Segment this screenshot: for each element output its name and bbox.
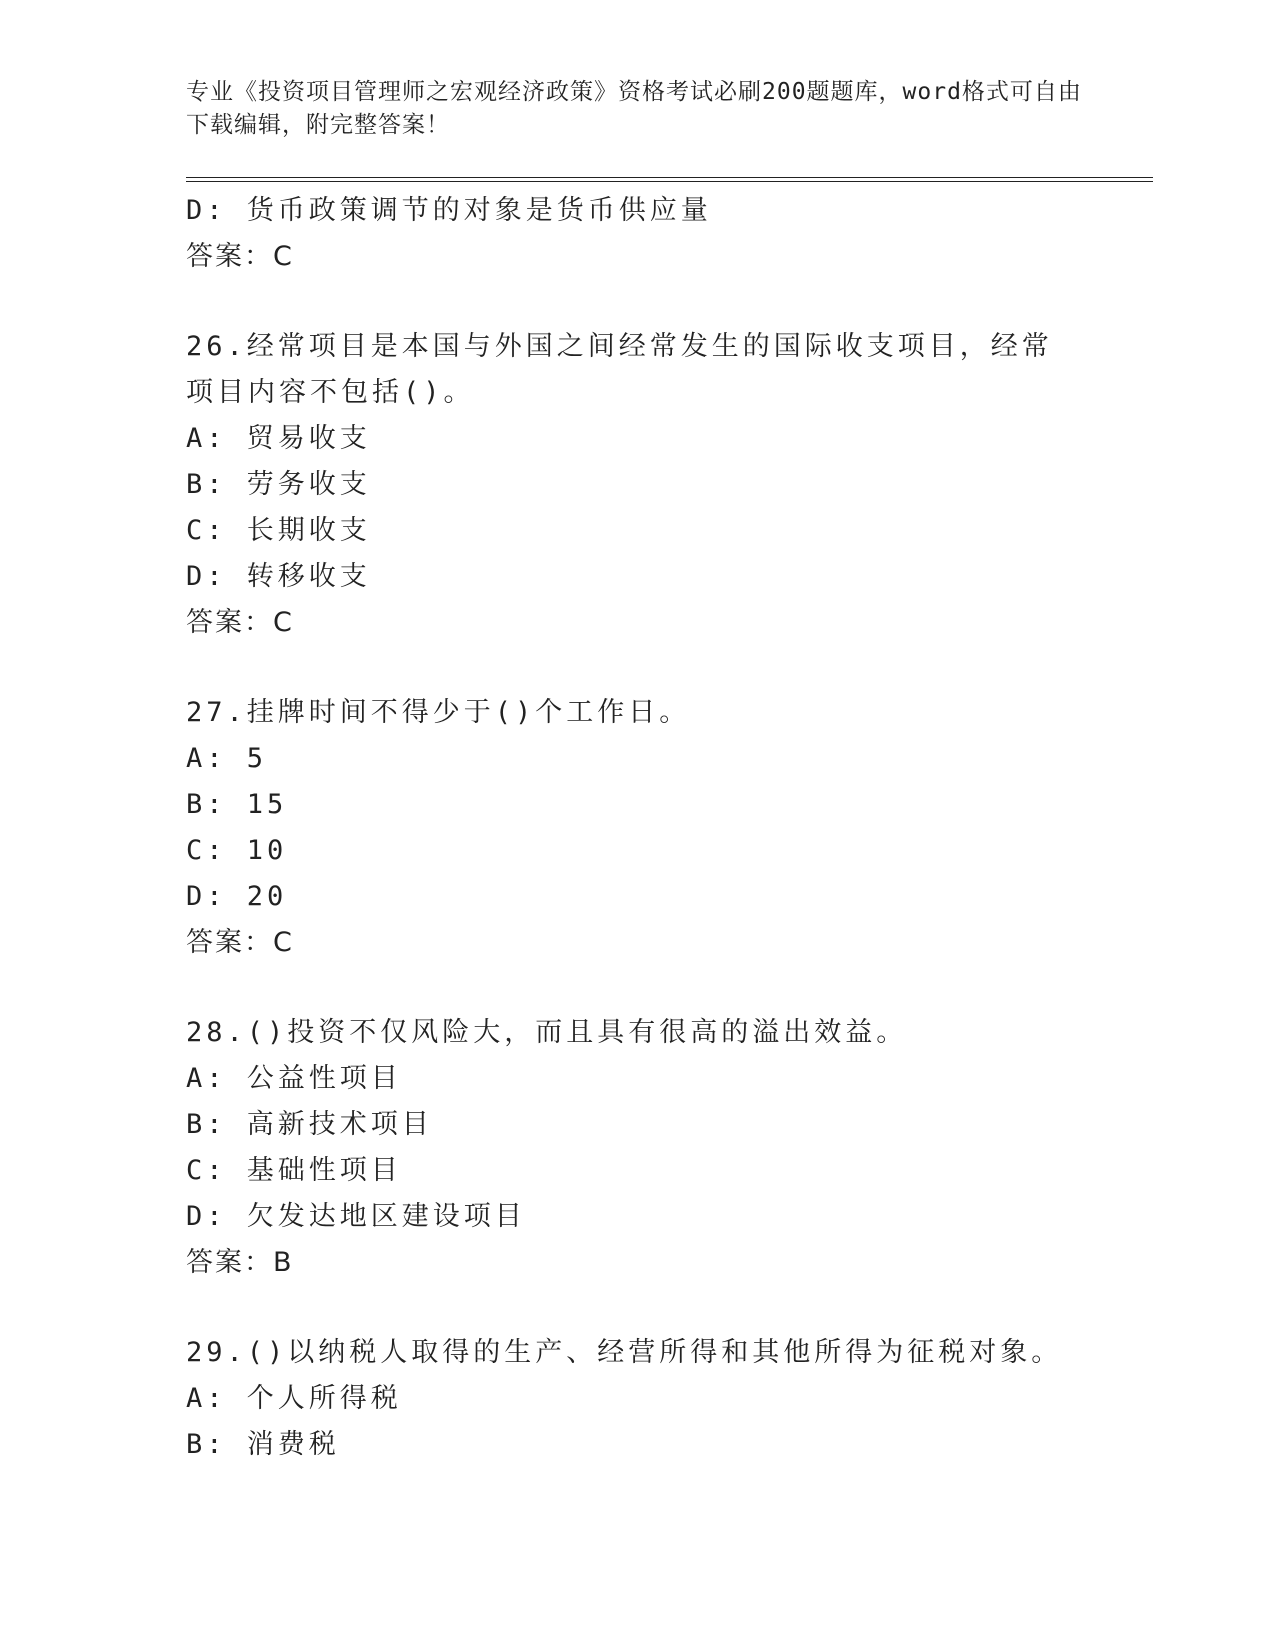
option-c: C: 基础性项目 xyxy=(186,1155,402,1186)
option-a: A: 公益性项目 xyxy=(186,1063,402,1094)
answer: 答案：C xyxy=(186,927,294,958)
question-28 xyxy=(186,1010,1086,1286)
option-b: B: 劳务收支 xyxy=(186,469,371,500)
question-29 xyxy=(186,1330,1086,1468)
question-26 xyxy=(186,324,1086,646)
answer: 答案：C xyxy=(186,607,294,638)
question-stem: 29.()以纳税人取得的生产、经营所得和其他所得为征税对象。 xyxy=(186,1337,1063,1368)
option-b: B: 消费税 xyxy=(186,1429,340,1460)
option-b: B: 15 xyxy=(186,789,288,820)
answer: 答案：B xyxy=(186,1247,294,1278)
option-d: D: 货币政策调节的对象是货币供应量 xyxy=(186,195,712,226)
option-d: D: 20 xyxy=(186,881,288,912)
option-c: C: 长期收支 xyxy=(186,515,371,546)
question-list xyxy=(186,188,1086,1468)
question-stem: 28.()投资不仅风险大，而且具有很高的溢出效益。 xyxy=(186,1017,908,1048)
question-stem: 27.挂牌时间不得少于()个工作日。 xyxy=(186,697,691,728)
question-27 xyxy=(186,690,1086,966)
question-stem: 26.经常项目是本国与外国之间经常发生的国际收支项目，经常项目内容不包括()。 xyxy=(186,331,1053,408)
option-d: D: 转移收支 xyxy=(186,561,371,592)
header-title: 专业《投资项目管理师之宏观经济政策》资格考试必刷200题题库，word格式可自由下载编辑，附完整答案！ xyxy=(186,79,1082,138)
option-a: A: 5 xyxy=(186,743,268,774)
option-a: A: 个人所得税 xyxy=(186,1383,402,1414)
option-c: C: 10 xyxy=(186,835,288,866)
header-divider-bottom xyxy=(186,181,1153,182)
option-b: B: 高新技术项目 xyxy=(186,1109,433,1140)
question-25-continued xyxy=(186,188,1086,280)
header-divider-top xyxy=(186,177,1153,178)
option-d: D: 欠发达地区建设项目 xyxy=(186,1201,526,1232)
answer: 答案：C xyxy=(186,241,294,272)
option-a: A: 贸易收支 xyxy=(186,423,371,454)
document-header xyxy=(186,76,1086,142)
